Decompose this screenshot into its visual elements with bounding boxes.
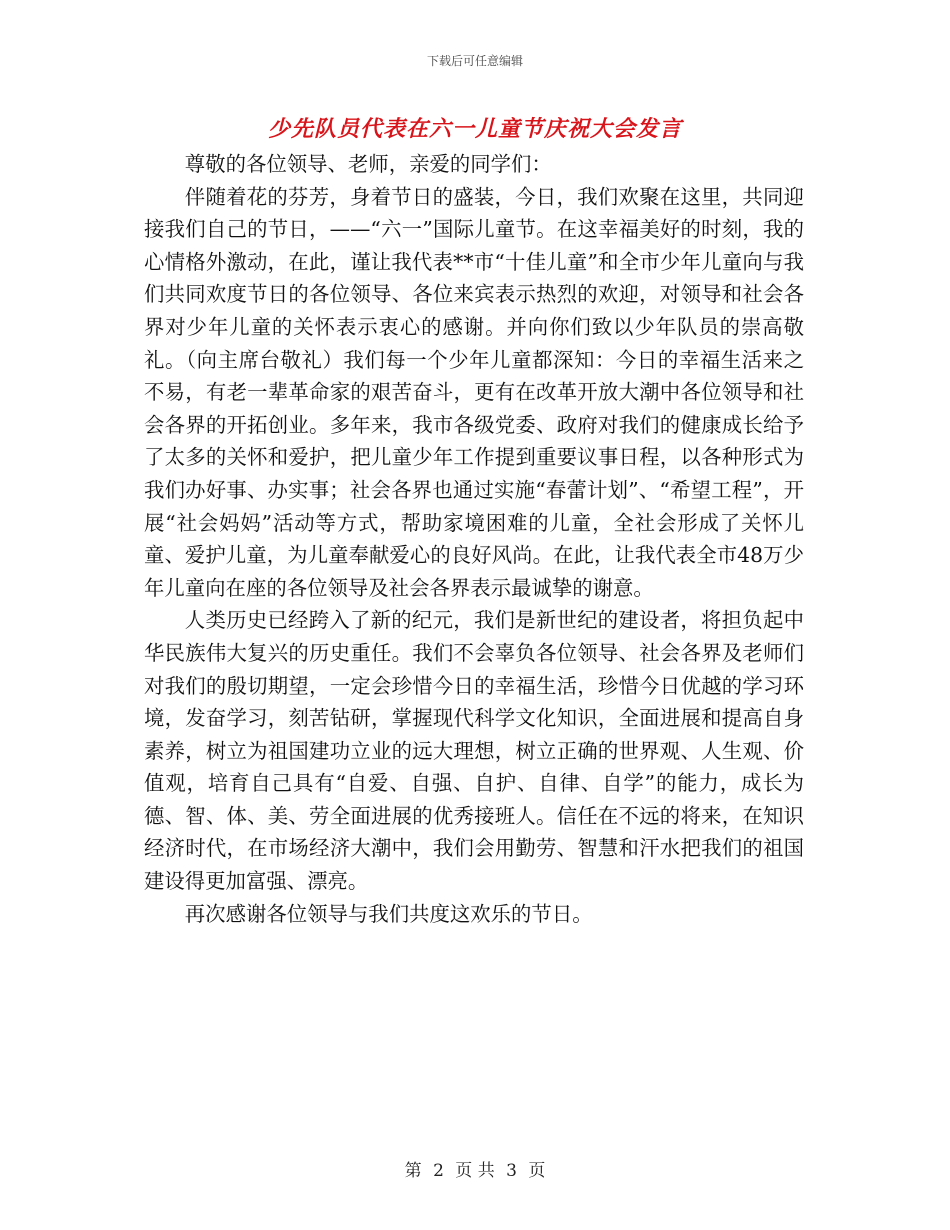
body-paragraph: 伴随着花的芬芳，身着节日的盛装，今日，我们欢聚在这里，共同迎接我们自己的节日，——“六一”国际儿童节。在这幸福美好的时刻，我的心情格外激动，在此，谨让我代表**市“十佳儿童”和全市少年儿童向与我们共同欢度节日的各位领导、各位来宾表示热烈的欢迎，对领导和社会各界对少年儿童的关怀表示衷心的感谢。并向你们致以少年队员的崇高敬礼。（向主席台敬礼）我们每一个少年儿童都深知：今日的幸福生活来之不易，有老一辈革命家的艰苦奋斗，更有在改革开放大潮中各位领导和社会各界的开拓创业。多年来，我市各级党委、政府对我们的健康成长给予了太多的关怀和爱护，把儿童少年工作提到重要议事日程，以各种形式为我们办好事、办实事；社会各界也通过实施“春蕾计划”、“希望工程”，开展“社会妈妈”活动等方式，帮助家境困难的儿童，全社会形成了关怀儿童、爱护儿童，为儿童奉献爱心的良好风尚。在此，让我代表全市48万少年儿童向在座的各位领导及社会各界表示最诚挚的谢意。 (144, 184, 804, 600)
footer-prefix: 第 (404, 1161, 422, 1181)
header-note: 下载后可任意编辑 (426, 54, 523, 68)
document-title: 少先队员代表在六一儿童节庆祝大会发言 (267, 117, 682, 142)
footer-middle: 页 共 (455, 1161, 495, 1181)
page-footer (0, 1156, 950, 1181)
footer-suffix: 页 (528, 1161, 546, 1181)
document-body (144, 148, 804, 930)
closing-paragraph: 再次感谢各位领导与我们共度这欢乐的节日。 (184, 901, 593, 926)
body-paragraph: 人类历史已经跨入了新的纪元，我们是新世纪的建设者，将担负起中华民族伟大复兴的历史重任。我们不会辜负各位领导、社会各界及老师们对我们的殷切期望，一定会珍惜今日的幸福生活，珍惜今日优越的学习环境，发奋学习，刻苦钻研，掌握现代科学文化知识，全面进展和提高自身素养，树立为祖国建功立业的远大理想，树立正确的世界观、人生观、价值观，培育自己具有“自爱、自强、自护、自律、自学”的能力，成长为德、智、体、美、劳全面进展的优秀接班人。信任在不远的将来，在知识经济时代，在市场经济大潮中，我们会用勤劳、智慧和汗水把我们的祖国建设得更加富强、漂亮。 (144, 608, 804, 894)
total-pages-number: 3 (506, 1161, 517, 1181)
current-page-number: 2 (433, 1161, 444, 1181)
salutation-paragraph: 尊敬的各位领导、老师，亲爱的同学们： (184, 152, 552, 176)
